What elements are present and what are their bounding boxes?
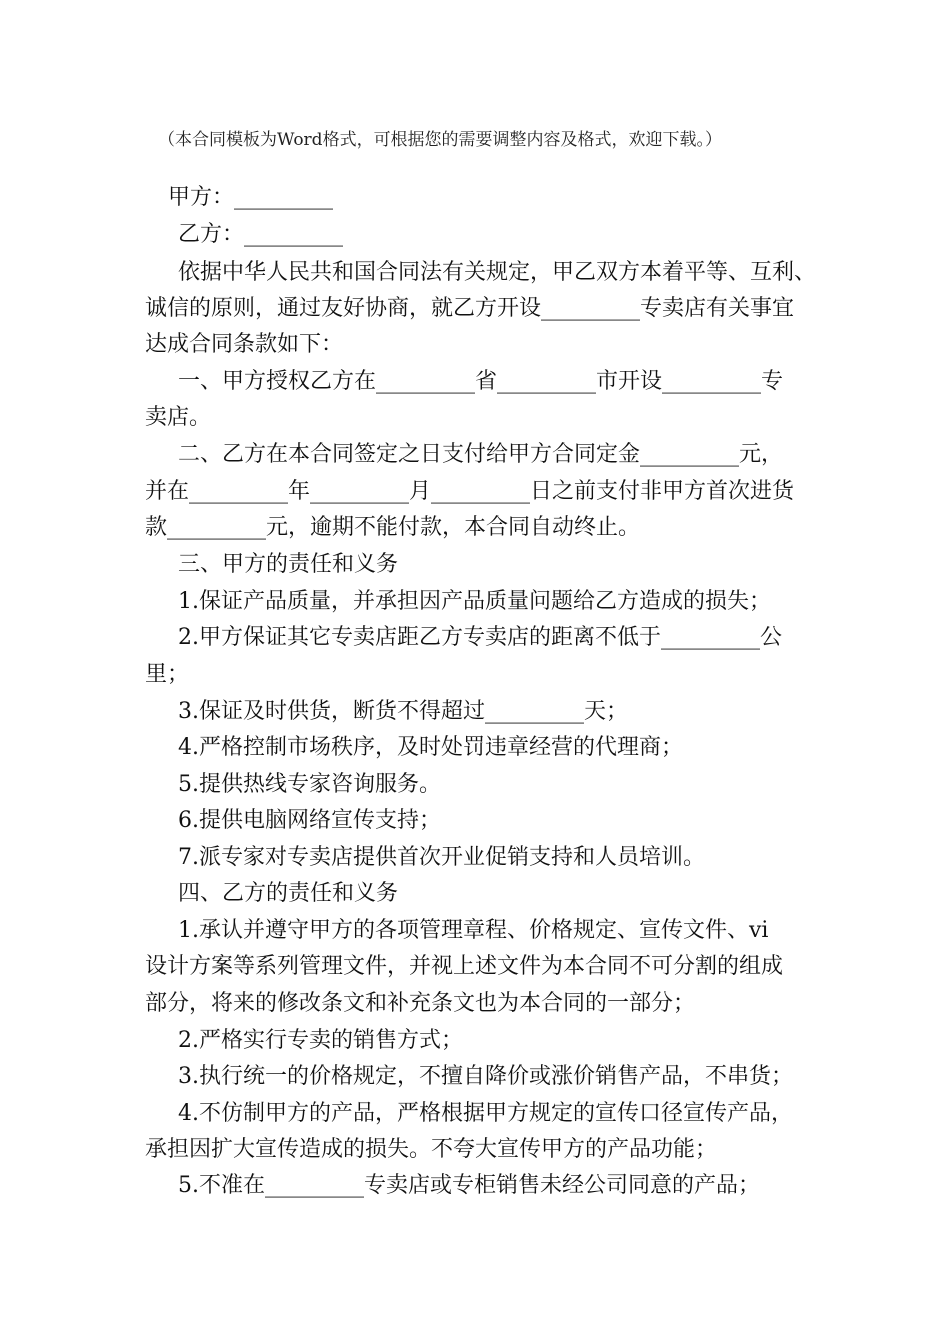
list-item: 1.承认并遵守甲方的各项管理章程、价格规定、宣传文件、vi <box>178 918 769 943</box>
list-item: 2.甲方保证其它专卖店距乙方专卖店的距离不低于_________公 <box>178 625 782 650</box>
list-item: 6.提供电脑网络宣传支持； <box>178 808 441 833</box>
paragraph-line: 达成合同条款如下： <box>145 332 344 357</box>
clause-2-line: 款_________元，逾期不能付款，本合同自动终止。 <box>145 515 641 540</box>
list-item: 里； <box>145 662 190 687</box>
list-item: 3.保证及时供货，断货不得超过_________天； <box>178 699 628 724</box>
list-item: 7.派专家对专卖店提供首次开业促销支持和人员培训。 <box>178 845 705 870</box>
clause-2-line: 二、乙方在本合同签定之日支付给甲方合同定金_________元， <box>178 442 784 467</box>
paragraph-line: 依据中华人民共和国合同法有关规定，甲乙双方本着平等、互利、 <box>178 260 817 285</box>
template-note: （本合同模板为Word格式，可根据您的需要调整内容及格式，欢迎下载。） <box>158 130 723 150</box>
list-item: 2.严格实行专卖的销售方式； <box>178 1028 463 1053</box>
list-item: 部分，将来的修改条文和补充条文也为本合同的一部分； <box>145 991 696 1016</box>
party-b-line: 乙方：_________ <box>178 222 344 247</box>
list-item: 3.执行统一的价格规定，不擅自降价或涨价销售产品，不串货； <box>178 1064 793 1089</box>
list-item: 4.严格控制市场秩序，及时处罚违章经营的代理商； <box>178 735 683 760</box>
party-a-line: 甲方：_________ <box>168 185 334 210</box>
list-item: 承担因扩大宣传造成的损失。不夸大宣传甲方的产品功能； <box>145 1137 718 1162</box>
section-4-heading: 四、乙方的责任和义务 <box>178 881 399 906</box>
clause-2-line: 并在_________年_________月_________日之前支付非甲方首次进货 <box>145 479 795 504</box>
list-item: 5.提供热线专家咨询服务。 <box>178 772 441 797</box>
list-item: 5.不准在_________专卖店或专柜销售未经公司同意的产品； <box>178 1173 760 1198</box>
clause-1-line: 卖店。 <box>145 405 212 430</box>
list-item: 1.保证产品质量，并承担因产品质量问题给乙方造成的损失； <box>178 589 771 614</box>
clause-1-line: 一、甲方授权乙方在_________省_________市开设_________专 <box>178 369 784 394</box>
section-3-heading: 三、甲方的责任和义务 <box>178 552 399 577</box>
paragraph-line: 诚信的原则，通过友好协商，就乙方开设_________专卖店有关事宜 <box>145 296 795 321</box>
list-item: 4.不仿制甲方的产品，严格根据甲方规定的宣传口径宣传产品， <box>178 1101 793 1126</box>
list-item: 设计方案等系列管理文件，并视上述文件为本合同不可分割的组成 <box>145 954 784 979</box>
